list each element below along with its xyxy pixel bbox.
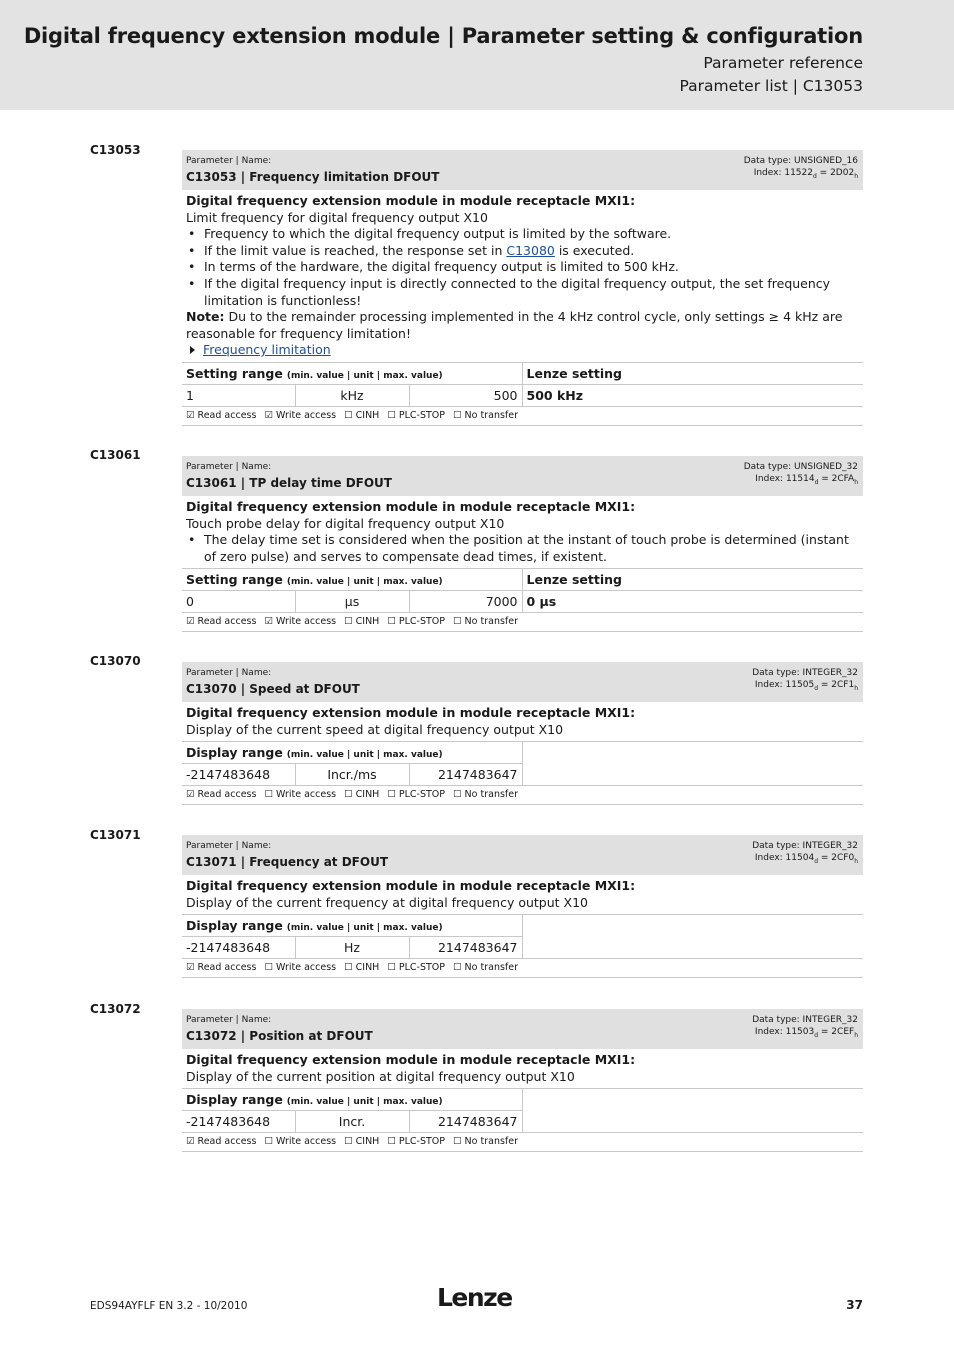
range-header: Setting range (min. value | unit | max. value) xyxy=(182,569,522,591)
data-type: Data type: INTEGER_32 xyxy=(752,1015,858,1025)
param-header xyxy=(182,662,863,702)
param-description xyxy=(182,875,863,911)
param-code-label: C13071 xyxy=(90,828,141,842)
param-index: Index: $11504_d = 2CF0_h$ xyxy=(754,853,858,865)
param-description xyxy=(182,190,863,359)
param-desc: Limit frequency for digital frequency output X10 xyxy=(186,209,488,225)
param-name-label: Parameter | Name: xyxy=(186,462,272,472)
range-max: 2147483647 xyxy=(409,937,522,959)
param-block-c13061 xyxy=(182,456,863,632)
range-header: Display range (min. value | unit | max. value) xyxy=(182,915,522,937)
range-max: 2147483647 xyxy=(409,1111,522,1133)
data-type: Data type: UNSIGNED_16 xyxy=(743,156,858,166)
param-header xyxy=(182,835,863,875)
access-flags: ☑ Read access ☐ Write access ☐ CINH ☐ PLC-STOP ☐ No transfer xyxy=(182,785,863,805)
list-item: • The delay time set is considered when the position at the instant of touch probe is determined (instant of zero pulse) and serves to compensate dead times, if existent. xyxy=(186,532,859,565)
param-code-label: C13072 xyxy=(90,1002,141,1016)
bullet-list xyxy=(186,532,859,565)
param-description xyxy=(182,702,863,738)
access-flags: ☑ Read access ☐ Write access ☐ CINH ☐ PLC-STOP ☐ No transfer xyxy=(182,958,863,978)
section-subtitle-2: Parameter list | C13053 xyxy=(679,77,863,95)
param-index: Index: $11522_d = 2D02_h$ xyxy=(753,168,858,180)
param-index: Index: $11514_d = 2CFA_h$ xyxy=(755,474,858,486)
access-flags: ☑ Read access ☑ Write access ☐ CINH ☐ PLC-STOP ☐ No transfer xyxy=(182,406,863,426)
range-min: -2147483648 xyxy=(182,1111,295,1133)
page-title: Digital frequency extension module | Parameter setting & configuration xyxy=(23,24,863,48)
access-flags: ☑ Read access ☐ Write access ☐ CINH ☐ PLC-STOP ☐ No transfer xyxy=(182,1132,863,1152)
data-type: Data type: UNSIGNED_32 xyxy=(743,462,858,472)
empty-cell xyxy=(522,1089,863,1133)
param-code-label: C13070 xyxy=(90,654,141,668)
range-max: 500 xyxy=(409,384,522,406)
param-name: C13070 | Speed at DFOUT xyxy=(186,682,360,696)
range-header: Setting range (min. value | unit | max. value) xyxy=(182,362,522,384)
page-header xyxy=(0,0,954,110)
lenze-logo: Lenze xyxy=(437,1283,512,1312)
range-table xyxy=(182,1088,863,1132)
bullet-list xyxy=(186,226,859,309)
param-name: C13061 | TP delay time DFOUT xyxy=(186,476,392,490)
module-heading: Digital frequency extension module in module receptacle MXI1: xyxy=(186,878,636,893)
lenze-setting-header: Lenze setting xyxy=(522,569,863,591)
link-frequency-limitation[interactable]: Frequency limitation xyxy=(203,342,331,358)
lenze-setting: 0 µs xyxy=(522,591,863,613)
param-index: Index: $11503_d = 2CEF_h$ xyxy=(754,1027,858,1039)
param-block-c13053 xyxy=(182,150,863,426)
param-code-label: C13053 xyxy=(90,143,141,157)
param-desc: Touch probe delay for digital frequency output X10 xyxy=(186,515,505,531)
module-heading: Digital frequency extension module in module receptacle MXI1: xyxy=(186,499,636,514)
lenze-setting: 500 kHz xyxy=(522,384,863,406)
range-table xyxy=(182,568,863,612)
param-name-label: Parameter | Name: xyxy=(186,1015,272,1025)
param-description xyxy=(182,1049,863,1085)
range-unit: µs xyxy=(295,591,409,613)
list-item: • Frequency to which the digital frequency output is limited by the software. xyxy=(186,226,859,243)
document-id: EDS94AYFLF EN 3.2 - 10/2010 xyxy=(90,1300,248,1312)
range-unit: Hz xyxy=(295,937,409,959)
empty-cell xyxy=(522,915,863,959)
list-item: • If the digital frequency input is directly connected to the digital frequency output, the set frequency limitation is functionless! xyxy=(186,276,859,309)
triangle-right-icon xyxy=(190,346,195,354)
data-type: Data type: INTEGER_32 xyxy=(752,841,858,851)
range-min: 0 xyxy=(182,591,295,613)
empty-cell xyxy=(522,742,863,786)
param-desc: Display of the current position at digital frequency output X10 xyxy=(186,1068,575,1084)
param-desc: Display of the current speed at digital frequency output X10 xyxy=(186,721,564,737)
range-table xyxy=(182,741,863,785)
range-header: Display range (min. value | unit | max. value) xyxy=(182,1089,522,1111)
param-code-label: C13061 xyxy=(90,448,141,462)
param-name-label: Parameter | Name: xyxy=(186,156,272,166)
param-block-c13070 xyxy=(182,662,863,805)
param-name: C13053 | Frequency limitation DFOUT xyxy=(186,170,440,184)
note: Note: Du to the remainder processing implemented in the 4 kHz control cycle, only settings ≥ 4 kHz are reasonable for frequency limitation! xyxy=(186,309,843,341)
list-item: • If the limit value is reached, the response set in C13080 is executed. xyxy=(186,243,859,260)
section-subtitle: Parameter reference xyxy=(703,54,863,72)
param-block-c13072 xyxy=(182,1009,863,1152)
link-row xyxy=(186,342,859,359)
range-min: 1 xyxy=(182,384,295,406)
param-header xyxy=(182,150,863,190)
param-name: C13071 | Frequency at DFOUT xyxy=(186,855,389,869)
link-c13080[interactable]: C13080 xyxy=(506,242,555,258)
param-header xyxy=(182,456,863,496)
range-unit: kHz xyxy=(295,384,409,406)
range-header: Display range (min. value | unit | max. value) xyxy=(182,742,522,764)
range-max: 7000 xyxy=(409,591,522,613)
param-name-label: Parameter | Name: xyxy=(186,841,272,851)
range-unit: Incr. xyxy=(295,1111,409,1133)
range-min: -2147483648 xyxy=(182,764,295,786)
data-type: Data type: INTEGER_32 xyxy=(752,668,858,678)
lenze-setting-header: Lenze setting xyxy=(522,362,863,384)
range-min: -2147483648 xyxy=(182,937,295,959)
module-heading: Digital frequency extension module in module receptacle MXI1: xyxy=(186,193,636,208)
param-name-label: Parameter | Name: xyxy=(186,668,272,678)
param-header xyxy=(182,1009,863,1049)
param-name: C13072 | Position at DFOUT xyxy=(186,1029,373,1043)
param-desc: Display of the current frequency at digital frequency output X10 xyxy=(186,894,588,910)
param-index: Index: $11505_d = 2CF1_h$ xyxy=(754,680,858,692)
param-description xyxy=(182,496,863,565)
range-unit: Incr./ms xyxy=(295,764,409,786)
module-heading: Digital frequency extension module in module receptacle MXI1: xyxy=(186,705,636,720)
range-table xyxy=(182,362,863,406)
list-item: • In terms of the hardware, the digital frequency output is limited to 500 kHz. xyxy=(186,259,859,276)
module-heading: Digital frequency extension module in module receptacle MXI1: xyxy=(186,1052,636,1067)
param-block-c13071 xyxy=(182,835,863,978)
access-flags: ☑ Read access ☑ Write access ☐ CINH ☐ PLC-STOP ☐ No transfer xyxy=(182,612,863,632)
page-number: 37 xyxy=(846,1298,863,1312)
range-table xyxy=(182,914,863,958)
range-max: 2147483647 xyxy=(409,764,522,786)
